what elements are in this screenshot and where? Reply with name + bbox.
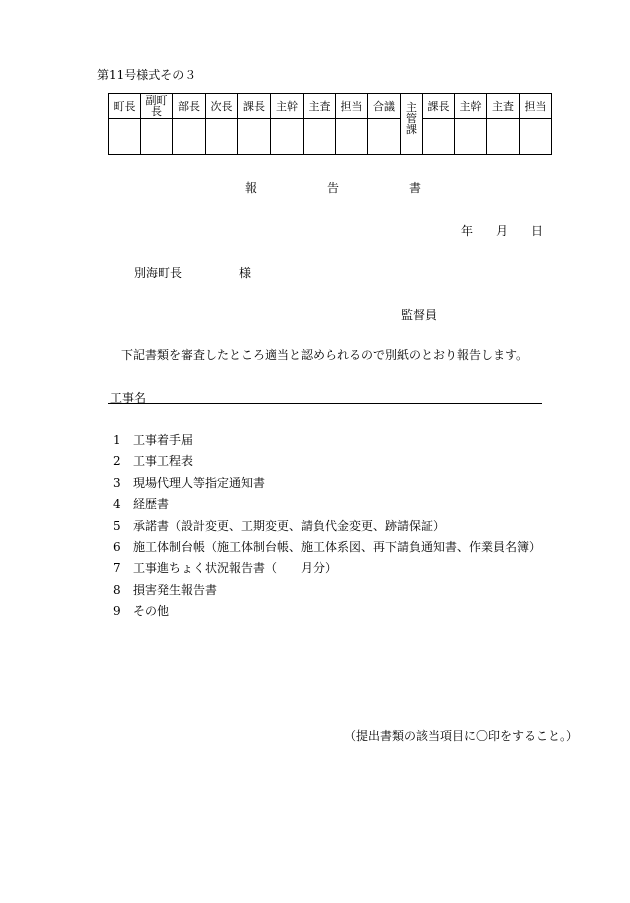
stamp-cell[interactable] xyxy=(304,119,336,155)
item-number: 7 xyxy=(113,561,121,576)
item-text: 損害発生報告書 xyxy=(133,582,218,597)
stamp-cell[interactable] xyxy=(271,119,304,155)
approval-header-cell: 課長 xyxy=(423,94,455,119)
item-number: 3 xyxy=(113,475,121,490)
document-title-char-3: 書 xyxy=(409,181,422,195)
list-item[interactable] xyxy=(113,537,541,558)
stamp-cell[interactable] xyxy=(109,119,141,155)
item-text: 工事進ちょく状況報告書（ 月分） xyxy=(133,561,338,576)
report-body-text: 下記書類を審査したところ適当と認められるので別紙のとおり報告します。 xyxy=(121,348,529,362)
supervisor-label: 監督員 xyxy=(401,308,438,322)
submission-note: （提出書類の該当項目に〇印をすること。） xyxy=(344,729,579,743)
approval-header-cell: 次長 xyxy=(206,94,238,119)
approval-header-cell: 担当 xyxy=(336,94,368,119)
approval-header-cell: 部長 xyxy=(173,94,206,119)
document-title-char-1: 報 xyxy=(245,181,258,195)
item-text: 工事着手届 xyxy=(133,433,194,447)
stamp-cell[interactable] xyxy=(487,119,520,155)
stamp-cell[interactable] xyxy=(206,119,238,155)
approval-header-cell: 主幹 xyxy=(271,94,304,119)
list-item[interactable] xyxy=(113,558,541,579)
list-item[interactable] xyxy=(113,580,541,601)
item-number: 4 xyxy=(113,497,121,512)
stamp-cell[interactable] xyxy=(368,119,401,155)
approval-header-cell: 主査 xyxy=(487,94,520,119)
list-item[interactable] xyxy=(113,473,541,494)
approval-header-cell: 課長 xyxy=(238,94,271,119)
stamp-cell[interactable] xyxy=(173,119,206,155)
stamp-cell[interactable] xyxy=(336,119,368,155)
item-number: 2 xyxy=(113,454,121,469)
stamp-cell[interactable] xyxy=(455,119,487,155)
list-item[interactable] xyxy=(113,516,541,537)
list-item[interactable] xyxy=(113,430,541,451)
item-number: 6 xyxy=(113,539,121,554)
list-item[interactable] xyxy=(113,601,541,622)
approval-stamp-table xyxy=(108,93,552,155)
approval-header-cell: 主幹 xyxy=(455,94,487,119)
approval-header-cell: 町長 xyxy=(109,94,141,119)
date-year: 年 xyxy=(461,224,474,238)
document-item-list xyxy=(113,430,541,623)
list-item[interactable] xyxy=(113,451,541,472)
list-item[interactable] xyxy=(113,494,541,515)
form-number: 第11号様式その３ xyxy=(97,68,197,82)
item-text: 施工体制台帳（施工体制台帳、施工体系図、再下請負通知書、作業員名簿） xyxy=(133,539,542,554)
document-title-char-2: 告 xyxy=(327,181,340,195)
stamp-cell[interactable] xyxy=(141,119,173,155)
stamp-cell[interactable] xyxy=(520,119,552,155)
item-number: 9 xyxy=(113,604,121,619)
recipient-name: 別海町長 xyxy=(134,266,183,280)
item-text: 現場代理人等指定通知書 xyxy=(133,475,266,490)
item-number: 5 xyxy=(113,518,121,533)
main-section-label: 主管課 xyxy=(401,94,423,155)
item-text: 工事工程表 xyxy=(133,454,194,469)
item-text: 承諾書（設計変更、工期変更、請負代金変更、跡請保証） xyxy=(133,518,446,533)
approval-header-cell: 担当 xyxy=(520,94,552,119)
stamp-cell[interactable] xyxy=(238,119,271,155)
approval-header-row xyxy=(109,94,552,119)
recipient-suffix: 様 xyxy=(239,266,252,280)
date-day: 日 xyxy=(531,224,544,238)
approval-header-cell: 主査 xyxy=(304,94,336,119)
date-month: 月 xyxy=(496,224,509,238)
item-text: その他 xyxy=(133,604,170,619)
approval-header-cell: 副町長 xyxy=(141,94,173,119)
work-name-label: 工事名 xyxy=(110,391,147,405)
stamp-cell[interactable] xyxy=(423,119,455,155)
work-name-field-line[interactable] xyxy=(108,403,542,404)
item-number: 8 xyxy=(113,582,121,597)
item-number: 1 xyxy=(113,433,121,447)
item-text: 経歴書 xyxy=(133,497,170,512)
approval-header-cell: 合議 xyxy=(368,94,401,119)
approval-stamp-row xyxy=(109,119,552,155)
